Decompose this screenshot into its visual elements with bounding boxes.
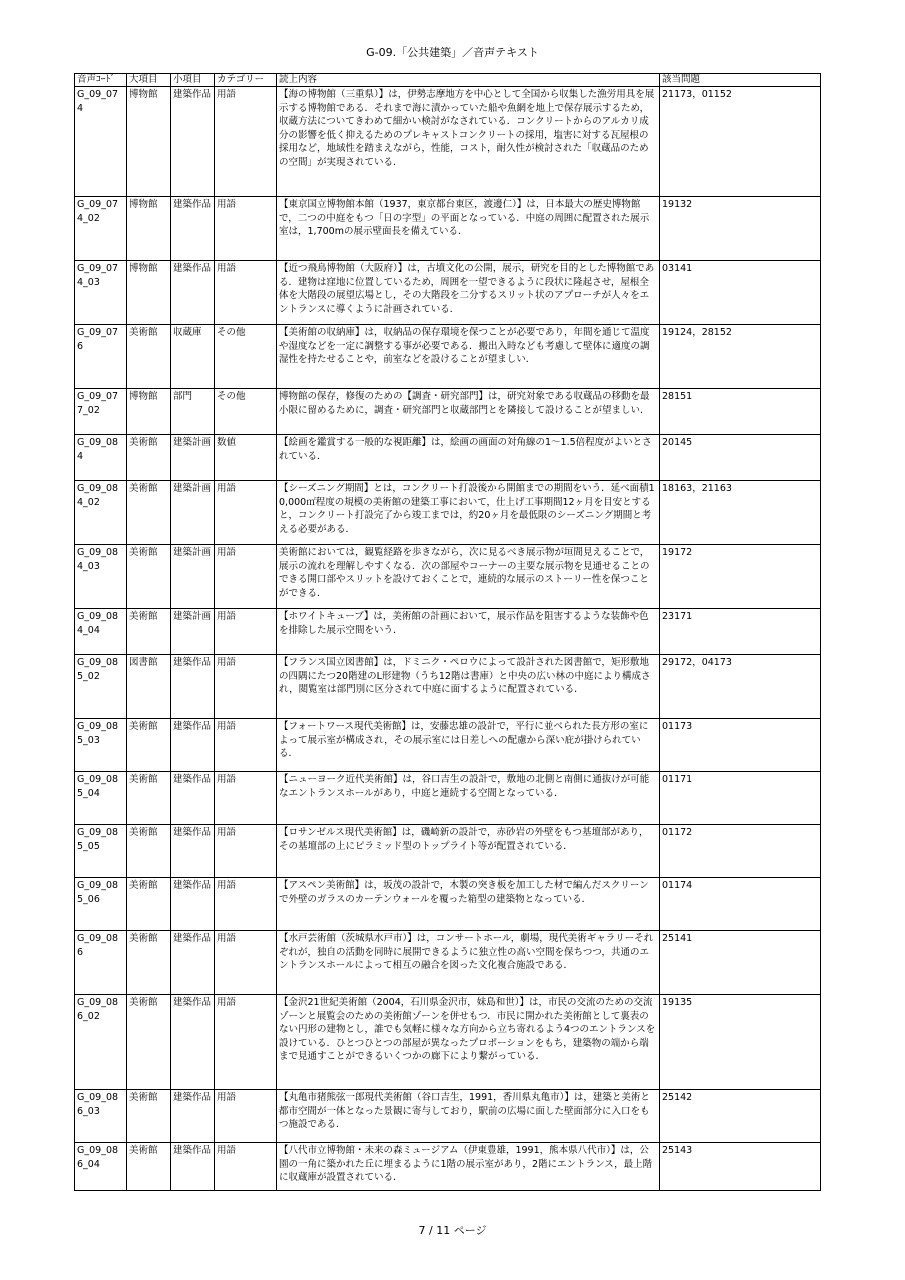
cell-major: 美術館 (127, 545, 171, 609)
cell-code: G_09_086_02 (75, 995, 127, 1090)
cell-major: 博物館 (127, 197, 171, 261)
cell-major: 美術館 (127, 435, 171, 481)
cell-major: 博物館 (127, 389, 171, 435)
cell-category: その他 (215, 325, 277, 389)
table-row (75, 325, 821, 389)
voice-text-table (74, 73, 821, 1191)
cell-questions: 20145 (660, 435, 821, 481)
col-header-minor: 小項目 (171, 74, 215, 87)
cell-code: G_09_084_03 (75, 545, 127, 609)
cell-text: 博物館の保存，修復のための【調査・研究部門】は，研究対象である収蔵品の移動を最小限に留めるために，調査・研究部門と収蔵部門とを隣接して設けることが望ましい． (277, 389, 660, 435)
cell-questions: 18163，21163 (660, 481, 821, 545)
cell-questions: 01174 (660, 878, 821, 931)
table-row (75, 481, 821, 545)
cell-category: 数値 (215, 435, 277, 481)
cell-code: G_09_074 (75, 87, 127, 197)
cell-questions: 25142 (660, 1090, 821, 1143)
cell-questions: 21173，01152 (660, 87, 821, 197)
cell-minor: 建築作品 (171, 87, 215, 197)
table-row (75, 655, 821, 719)
cell-code: G_09_084_02 (75, 481, 127, 545)
cell-text: 美術館においては，観覧経路を歩きながら，次に見るべき展示物が垣間見えることで，展示の流れを理解しやすくなる．次の部屋やコーナーの主要な展示物を見通せることのできる開口部やスリットを設けておくことで，連続的な展示のストーリー性を保つことができる． (277, 545, 660, 609)
cell-major: 美術館 (127, 325, 171, 389)
cell-minor: 建築作品 (171, 719, 215, 772)
cell-text: 【美術館の収納庫】は，収納品の保存環境を保つことが必要であり，年間を通じて温度や湿度などを一定に調整する事が必要である．搬出入時なども考慮して壁体に適度の調湿性を持たせることや，前室などを設けることが望ましい． (277, 325, 660, 389)
cell-category: 用語 (215, 655, 277, 719)
cell-code: G_09_084 (75, 435, 127, 481)
cell-major: 美術館 (127, 878, 171, 931)
cell-category: 用語 (215, 1090, 277, 1143)
cell-minor: 建築作品 (171, 1090, 215, 1143)
table-row (75, 1143, 821, 1191)
cell-major: 博物館 (127, 87, 171, 197)
table-row (75, 995, 821, 1090)
col-header-questions: 該当問題 (660, 74, 821, 87)
cell-minor: 建築計画 (171, 609, 215, 655)
col-header-category: カテゴリー (215, 74, 277, 87)
cell-minor: 建築計画 (171, 435, 215, 481)
cell-major: 図書館 (127, 655, 171, 719)
table-row (75, 719, 821, 772)
cell-major: 美術館 (127, 995, 171, 1090)
cell-category: 用語 (215, 609, 277, 655)
cell-text: 【絵画を鑑賞する一般的な視距離】は，絵画の画面の対角線の1～1.5倍程度がよいとされている． (277, 435, 660, 481)
cell-category: 用語 (215, 719, 277, 772)
cell-category: 用語 (215, 772, 277, 825)
table-row (75, 609, 821, 655)
cell-category: 用語 (215, 197, 277, 261)
cell-major: 美術館 (127, 481, 171, 545)
cell-code: G_09_084_04 (75, 609, 127, 655)
table-row (75, 545, 821, 609)
col-header-code: 音声ｺｰﾄﾞ (75, 74, 127, 87)
cell-code: G_09_085_03 (75, 719, 127, 772)
cell-major: 美術館 (127, 609, 171, 655)
cell-questions: 19135 (660, 995, 821, 1090)
cell-major: 美術館 (127, 719, 171, 772)
cell-category: 用語 (215, 995, 277, 1090)
cell-code: G_09_086_04 (75, 1143, 127, 1191)
cell-questions: 01172 (660, 825, 821, 878)
cell-code: G_09_074_02 (75, 197, 127, 261)
cell-category: 用語 (215, 481, 277, 545)
cell-code: G_09_085_06 (75, 878, 127, 931)
cell-questions: 19132 (660, 197, 821, 261)
table-row (75, 825, 821, 878)
cell-code: G_09_085_02 (75, 655, 127, 719)
cell-text: 【東京国立博物館本館（1937，東京都台東区，渡邊仁）】は，日本最大の歴史博物館で，二つの中庭をもつ「日の字型」の平面となっている．中庭の周囲に配置された展示室は，1,700mの展示壁面長を備えている． (277, 197, 660, 261)
cell-code: G_09_086 (75, 931, 127, 995)
cell-code: G_09_074_03 (75, 261, 127, 325)
cell-minor: 建築作品 (171, 1143, 215, 1191)
cell-category: 用語 (215, 545, 277, 609)
cell-minor: 建築計画 (171, 481, 215, 545)
page-header: G-09.「公共建築」／音声テキスト (366, 46, 539, 59)
table-body (75, 87, 821, 1191)
cell-questions: 19172 (660, 545, 821, 609)
cell-minor: 建築作品 (171, 261, 215, 325)
table-row (75, 261, 821, 325)
cell-code: G_09_085_04 (75, 772, 127, 825)
cell-code: G_09_086_03 (75, 1090, 127, 1143)
page-footer: 7 / 11 ページ (418, 1224, 487, 1237)
cell-minor: 建築作品 (171, 655, 215, 719)
table-row (75, 772, 821, 825)
cell-code: G_09_077_02 (75, 389, 127, 435)
cell-category: 用語 (215, 878, 277, 931)
cell-minor: 建築作品 (171, 197, 215, 261)
cell-text: 【丸亀市猪熊弦一郎現代美術館（谷口吉生，1991，香川県丸亀市）】は，建築と美術と都市空間が一体となった景観に寄与しており，駅前の広場に面した壁面部分に入口をもつ施設である． (277, 1090, 660, 1143)
cell-questions: 01173 (660, 719, 821, 772)
cell-questions: 25141 (660, 931, 821, 995)
col-header-text: 読上内容 (277, 74, 660, 87)
cell-text: 【ロサンゼルス現代美術館】は，磯崎新の設計で，赤砂岩の外壁をもつ基壇部があり，その基壇部の上にピラミッド型のトップライト等が配置されている． (277, 825, 660, 878)
table-row (75, 197, 821, 261)
cell-questions: 25143 (660, 1143, 821, 1191)
cell-major: 美術館 (127, 931, 171, 995)
cell-code: G_09_076 (75, 325, 127, 389)
cell-minor: 建築作品 (171, 931, 215, 995)
cell-text: 【金沢21世紀美術館（2004，石川県金沢市，妹島和世）】は，市民の交流のための交流ゾーンと展覧会のための美術館ゾーンを併せもつ．市民に開かれた美術館として裏表のない円形の建物とし，誰でも気軽に様々な方向から立ち寄れるよう4つのエントランスを設けている．ひとつひとつの部屋が異なったプロポーションをもち，建築物の端から端まで見通すことができるいくつかの廊下により繋がっている． (277, 995, 660, 1090)
cell-questions: 01171 (660, 772, 821, 825)
cell-major: 美術館 (127, 825, 171, 878)
table-row (75, 931, 821, 995)
cell-text: 【フランス国立図書館】は，ドミニク・ペロウによって設計された図書館で，矩形敷地の四隅にたつ20階建のL形建物（うち12階は書庫）と中央の広い林の中庭により構成され，閲覧室は部門別に区分されて中庭に面するように配置されている． (277, 655, 660, 719)
cell-code: G_09_085_05 (75, 825, 127, 878)
cell-text: 【ニューヨーク近代美術館】は，谷口吉生の設計で，敷地の北側と南側に通抜けが可能なエントランスホールがあり，中庭と連続する空間となっている． (277, 772, 660, 825)
cell-questions: 19124，28152 (660, 325, 821, 389)
cell-category: その他 (215, 389, 277, 435)
cell-major: 美術館 (127, 772, 171, 825)
cell-category: 用語 (215, 87, 277, 197)
cell-major: 美術館 (127, 1090, 171, 1143)
cell-text: 【近つ飛鳥博物館（大阪府）】は，古墳文化の公開，展示，研究を目的とした博物館である．建物は窪地に位置しているため，周囲を一望できるように段状に隆起させ，屋根全体を大階段の展望広場とし，その大階段を二分するスリット状のアプローチが人々をエントランスに導くように計画されている． (277, 261, 660, 325)
cell-minor: 建築作品 (171, 878, 215, 931)
cell-text: 【アスペン美術館】は，坂茂の設計で，木製の突き板を加工した材で編んだスクリーンで外壁のガラスのカーテンウォールを覆った箱型の建築物となっている． (277, 878, 660, 931)
table-row (75, 1090, 821, 1143)
table-row (75, 87, 821, 197)
cell-minor: 建築計画 (171, 545, 215, 609)
cell-minor: 建築作品 (171, 772, 215, 825)
cell-questions: 23171 (660, 609, 821, 655)
cell-text: 【海の博物館（三重県）】は，伊勢志摩地方を中心として全国から収集した漁労用具を展示する博物館である．それまで海に漬かっていた船や魚網を地上で保存展示するため，収蔵方法についてきわめて細かい検討がなされている．コンクリートからのアルカリ成分の影響を低く抑えるためのプレキャストコンクリートの採用，塩害に対する瓦屋根の採用など，地域性を踏まえながら，性能，コスト，耐久性が検討された「収蔵品のための空間」が実現されている． (277, 87, 660, 197)
cell-text: 【八代市立博物館・未来の森ミュージアム（伊東豊雄，1991，熊本県八代市）】は，公園の一角に築かれた丘に埋まるように1階の展示室があり，2階にエントランス，最上階に収蔵庫が設置されている． (277, 1143, 660, 1191)
cell-category: 用語 (215, 931, 277, 995)
cell-text: 【水戸芸術館（茨城県水戸市）】は，コンサートホール，劇場，現代美術ギャラリーそれぞれが，独自の活動を同時に展開できるように独立性の高い空間を保ちつつ，共通のエントランスホールによって相互の融合を図った文化複合施設である． (277, 931, 660, 995)
cell-major: 美術館 (127, 1143, 171, 1191)
cell-minor: 建築作品 (171, 995, 215, 1090)
cell-major: 博物館 (127, 261, 171, 325)
cell-category: 用語 (215, 825, 277, 878)
cell-minor: 建築作品 (171, 825, 215, 878)
cell-minor: 収蔵庫 (171, 325, 215, 389)
cell-questions: 28151 (660, 389, 821, 435)
cell-text: 【シーズニング期間】とは，コンクリート打設後から開館までの期間をいう．延べ面積10,000㎡程度の規模の美術館の建築工事において，仕上げ工事期間12ヶ月を目安とすると，コンクリート打設完了から竣工までは，約20ヶ月を最低限のシーズニング期間と考える必要がある． (277, 481, 660, 545)
header-row (75, 74, 821, 87)
cell-text: 【ホワイトキューブ】は，美術館の計画において，展示作品を阻害するような装飾や色を排除した展示空間をいう． (277, 609, 660, 655)
table-row (75, 878, 821, 931)
cell-questions: 29172，04173 (660, 655, 821, 719)
cell-minor: 部門 (171, 389, 215, 435)
cell-questions: 03141 (660, 261, 821, 325)
table-row (75, 389, 821, 435)
cell-category: 用語 (215, 261, 277, 325)
cell-category: 用語 (215, 1143, 277, 1191)
table-row (75, 435, 821, 481)
col-header-major: 大項目 (127, 74, 171, 87)
cell-text: 【フォートワース現代美術館】は，安藤忠雄の設計で，平行に並べられた長方形の室によって展示室が構成され，その展示室には日差しへの配慮から深い庇が掛けられている． (277, 719, 660, 772)
